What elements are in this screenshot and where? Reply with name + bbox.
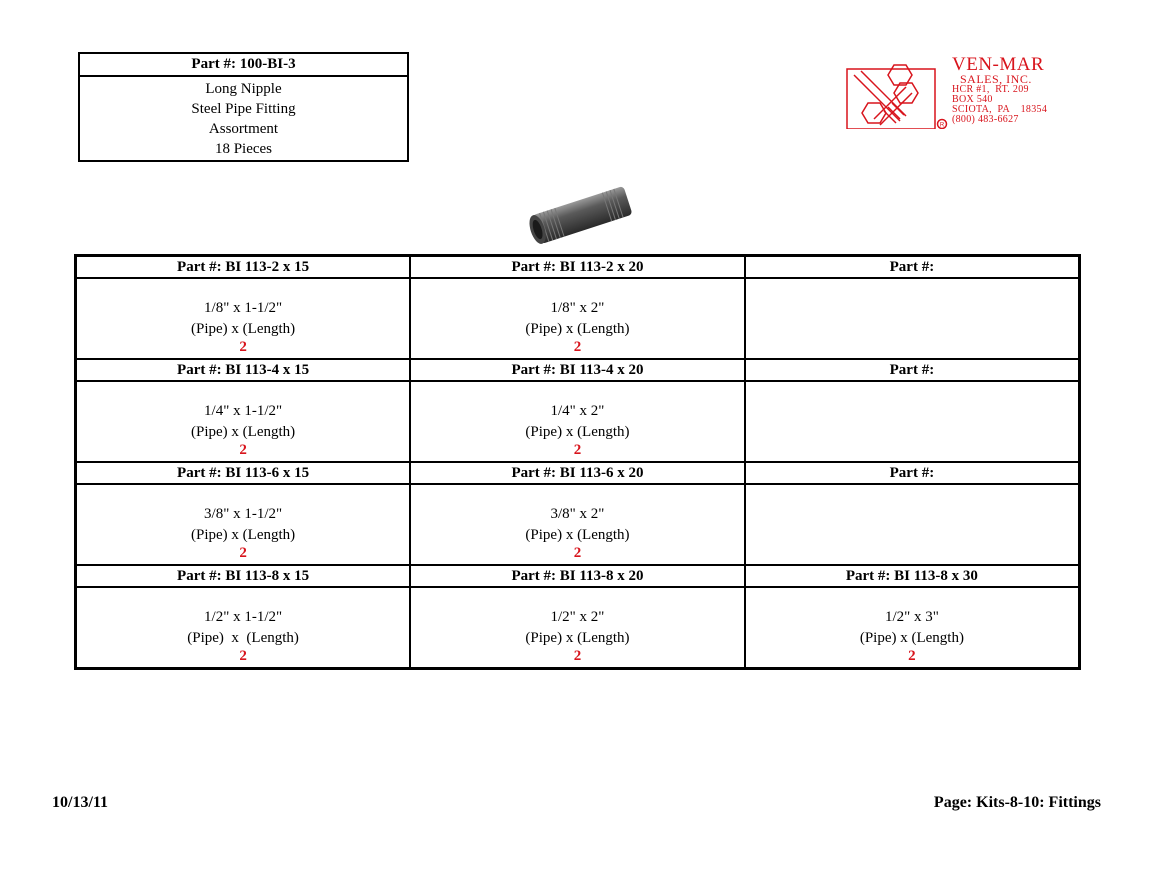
quantity: 2 bbox=[239, 339, 247, 355]
description-line: 18 Pieces bbox=[214, 141, 273, 157]
dimension-label: (Pipe) x (Length) bbox=[191, 424, 296, 440]
parts-table bbox=[74, 254, 1081, 670]
footer-date: 10/13/11 bbox=[52, 794, 109, 811]
part-number-cell: Part #: BI 113-8 x 15 bbox=[76, 565, 411, 587]
dimension-label: (Pipe) x (Length) bbox=[187, 630, 299, 646]
part-detail-cell bbox=[76, 278, 411, 359]
address-line: HCR #1, RT. 209 bbox=[952, 84, 1029, 95]
part-detail-cell bbox=[745, 278, 1080, 359]
description-line: Long Nipple bbox=[205, 81, 282, 97]
dimension-label: (Pipe) x (Length) bbox=[525, 527, 630, 543]
part-number-cell: Part #: bbox=[745, 462, 1080, 484]
part-header-box bbox=[78, 52, 409, 162]
dimension-label: (Pipe) x (Length) bbox=[525, 630, 630, 646]
pipe-size: 1/8" x 2" bbox=[550, 300, 605, 316]
quantity: 2 bbox=[573, 339, 582, 355]
pipe-size: 3/8" x 2" bbox=[550, 506, 605, 522]
dimension-label: (Pipe) x (Length) bbox=[191, 527, 296, 543]
logo-text bbox=[952, 54, 1048, 125]
company-name: VEN-MAR bbox=[952, 54, 1045, 75]
part-number-cell: Part #: BI 113-6 x 20 bbox=[410, 462, 745, 484]
table-row bbox=[76, 587, 1080, 669]
pipe-nipple-image bbox=[522, 180, 642, 248]
address-line: (800) 483-6627 bbox=[952, 114, 1019, 125]
registered-mark: R bbox=[939, 122, 945, 129]
part-detail-cell bbox=[410, 278, 745, 359]
pipe-size: 1/2" x 1-1/2" bbox=[204, 609, 283, 625]
footer-page-label: Page: Kits-8-10: Fittings bbox=[933, 794, 1101, 811]
address-line: SCIOTA, PA 18354 bbox=[952, 104, 1048, 115]
part-detail-cell bbox=[745, 484, 1080, 565]
part-detail-cell bbox=[76, 587, 411, 669]
quantity: 2 bbox=[239, 648, 247, 664]
part-number-cell: Part #: BI 113-8 x 30 bbox=[745, 565, 1080, 587]
part-detail-cell bbox=[745, 587, 1080, 669]
part-detail-cell bbox=[410, 381, 745, 462]
part-detail-cell bbox=[76, 484, 411, 565]
table-header-row bbox=[76, 256, 1080, 279]
table-row bbox=[76, 278, 1080, 359]
part-number-cell: Part #: bbox=[745, 359, 1080, 381]
address-line: BOX 540 bbox=[952, 94, 993, 105]
part-number-cell: Part #: bbox=[745, 256, 1080, 279]
part-number-cell: Part #: BI 113-2 x 20 bbox=[410, 256, 745, 279]
table-row bbox=[76, 484, 1080, 565]
part-detail-cell bbox=[76, 381, 411, 462]
pipe-size: 3/8" x 1-1/2" bbox=[204, 506, 283, 522]
table-row bbox=[76, 381, 1080, 462]
part-number-title: Part #: 100-BI-3 bbox=[80, 54, 407, 77]
quantity: 2 bbox=[573, 648, 582, 664]
part-number-cell: Part #: BI 113-4 x 20 bbox=[410, 359, 745, 381]
dimension-label: (Pipe) x (Length) bbox=[191, 321, 296, 337]
quantity: 2 bbox=[239, 545, 247, 561]
dimension-label: (Pipe) x (Length) bbox=[525, 321, 630, 337]
quantity: 2 bbox=[908, 648, 916, 664]
part-detail-cell bbox=[410, 484, 745, 565]
quantity: 2 bbox=[573, 442, 582, 458]
pipe-size: 1/8" x 1-1/2" bbox=[204, 300, 283, 316]
part-description bbox=[80, 77, 407, 160]
quantity: 2 bbox=[239, 442, 247, 458]
bolt-nut-logo-icon bbox=[844, 63, 950, 129]
part-detail-cell bbox=[410, 587, 745, 669]
table-header-row bbox=[76, 565, 1080, 587]
quantity: 2 bbox=[573, 545, 582, 561]
part-number-cell: Part #: BI 113-2 x 15 bbox=[76, 256, 411, 279]
description-line: Steel Pipe Fitting bbox=[191, 101, 296, 117]
table-header-row bbox=[76, 462, 1080, 484]
pipe-size: 1/2" x 3" bbox=[884, 609, 939, 625]
company-subname: SALES, INC. bbox=[960, 72, 1032, 86]
description-line: Assortment bbox=[208, 121, 279, 137]
company-logo bbox=[844, 54, 1074, 132]
pipe-size: 1/4" x 1-1/2" bbox=[204, 403, 283, 419]
part-detail-cell bbox=[745, 381, 1080, 462]
pipe-size: 1/2" x 2" bbox=[550, 609, 605, 625]
pipe-size: 1/4" x 2" bbox=[550, 403, 605, 419]
part-number-cell: Part #: BI 113-6 x 15 bbox=[76, 462, 411, 484]
dimension-label: (Pipe) x (Length) bbox=[859, 630, 964, 646]
part-number-cell: Part #: BI 113-8 x 20 bbox=[410, 565, 745, 587]
part-number-cell: Part #: BI 113-4 x 15 bbox=[76, 359, 411, 381]
dimension-label: (Pipe) x (Length) bbox=[525, 424, 630, 440]
table-header-row bbox=[76, 359, 1080, 381]
